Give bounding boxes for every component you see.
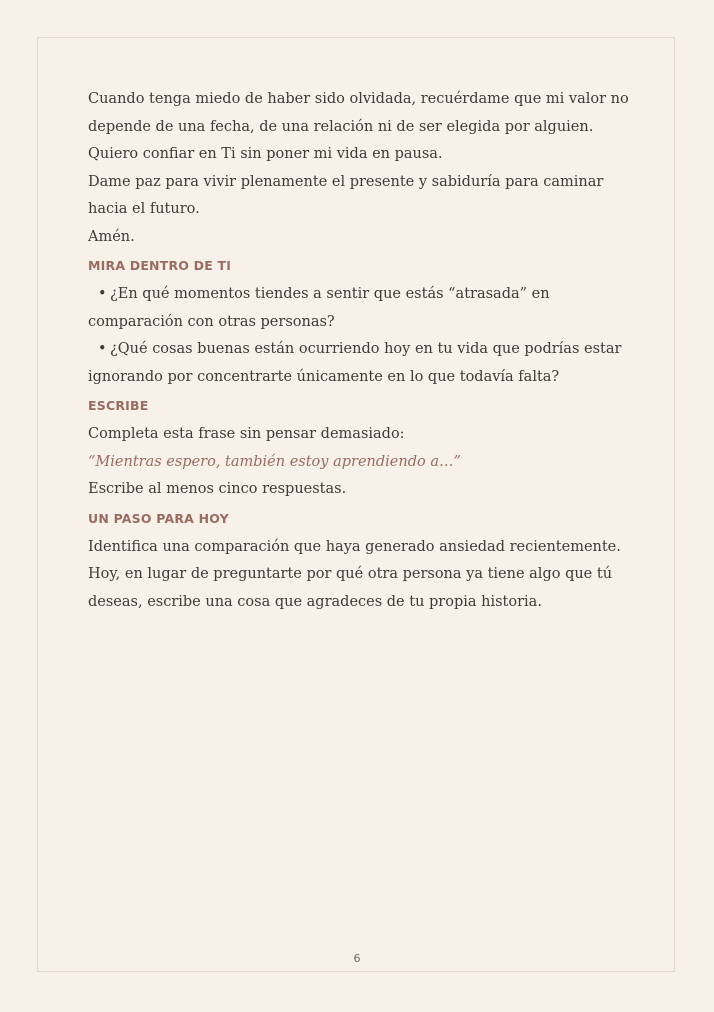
- section-heading-paso: UN PASO PARA HOY: [88, 510, 229, 526]
- list-item-text: ¿Qué cosas buenas están ocurriendo hoy en tu vida que podrías estar ignorando por concentrarte únicamente en lo que todavía falta?: [88, 341, 622, 385]
- section-heading-escribe: ESCRIBE: [88, 398, 149, 413]
- paso-paragraph: Hoy, en lugar de preguntarte por qué otra persona ya tiene algo que tú deseas, escribe una cosa que agradeces de tu propia historia.: [88, 566, 613, 610]
- escribe-followup: Escribe al menos cinco respuestas.: [88, 481, 347, 497]
- page-number: 6: [353, 952, 361, 965]
- page-content: [88, 86, 633, 616]
- escribe-instruction: Completa esta frase sin pensar demasiado:: [88, 426, 405, 442]
- escribe-quote: “Mientras espero, también estoy aprendiendo a…”: [88, 453, 461, 470]
- list-item: [88, 281, 633, 336]
- bullet-icon: •: [98, 341, 107, 357]
- prayer-paragraph: Dame paz para vivir plenamente el presente y sabiduría para caminar hacia el futuro.: [88, 173, 604, 217]
- bullet-icon: •: [98, 286, 107, 302]
- section-heading-mira-dentro: MIRA DENTRO DE TI: [88, 258, 232, 273]
- prayer-paragraph: Cuando tenga miedo de haber sido olvidada, recuérdame que mi valor no depende de una fecha, de una relación ni de ser elegida por alguien.: [88, 91, 629, 135]
- prayer-amen: Amén.: [88, 228, 135, 245]
- prayer-paragraph: Quiero confiar en Ti sin poner mi vida en pausa.: [88, 146, 443, 162]
- paso-paragraph: Identifica una comparación que haya generado ansiedad recientemente.: [88, 538, 621, 555]
- list-item-text: ¿En qué momentos tiendes a sentir que estás “atrasada” en comparación con otras personas?: [88, 286, 550, 330]
- list-item: [88, 336, 633, 391]
